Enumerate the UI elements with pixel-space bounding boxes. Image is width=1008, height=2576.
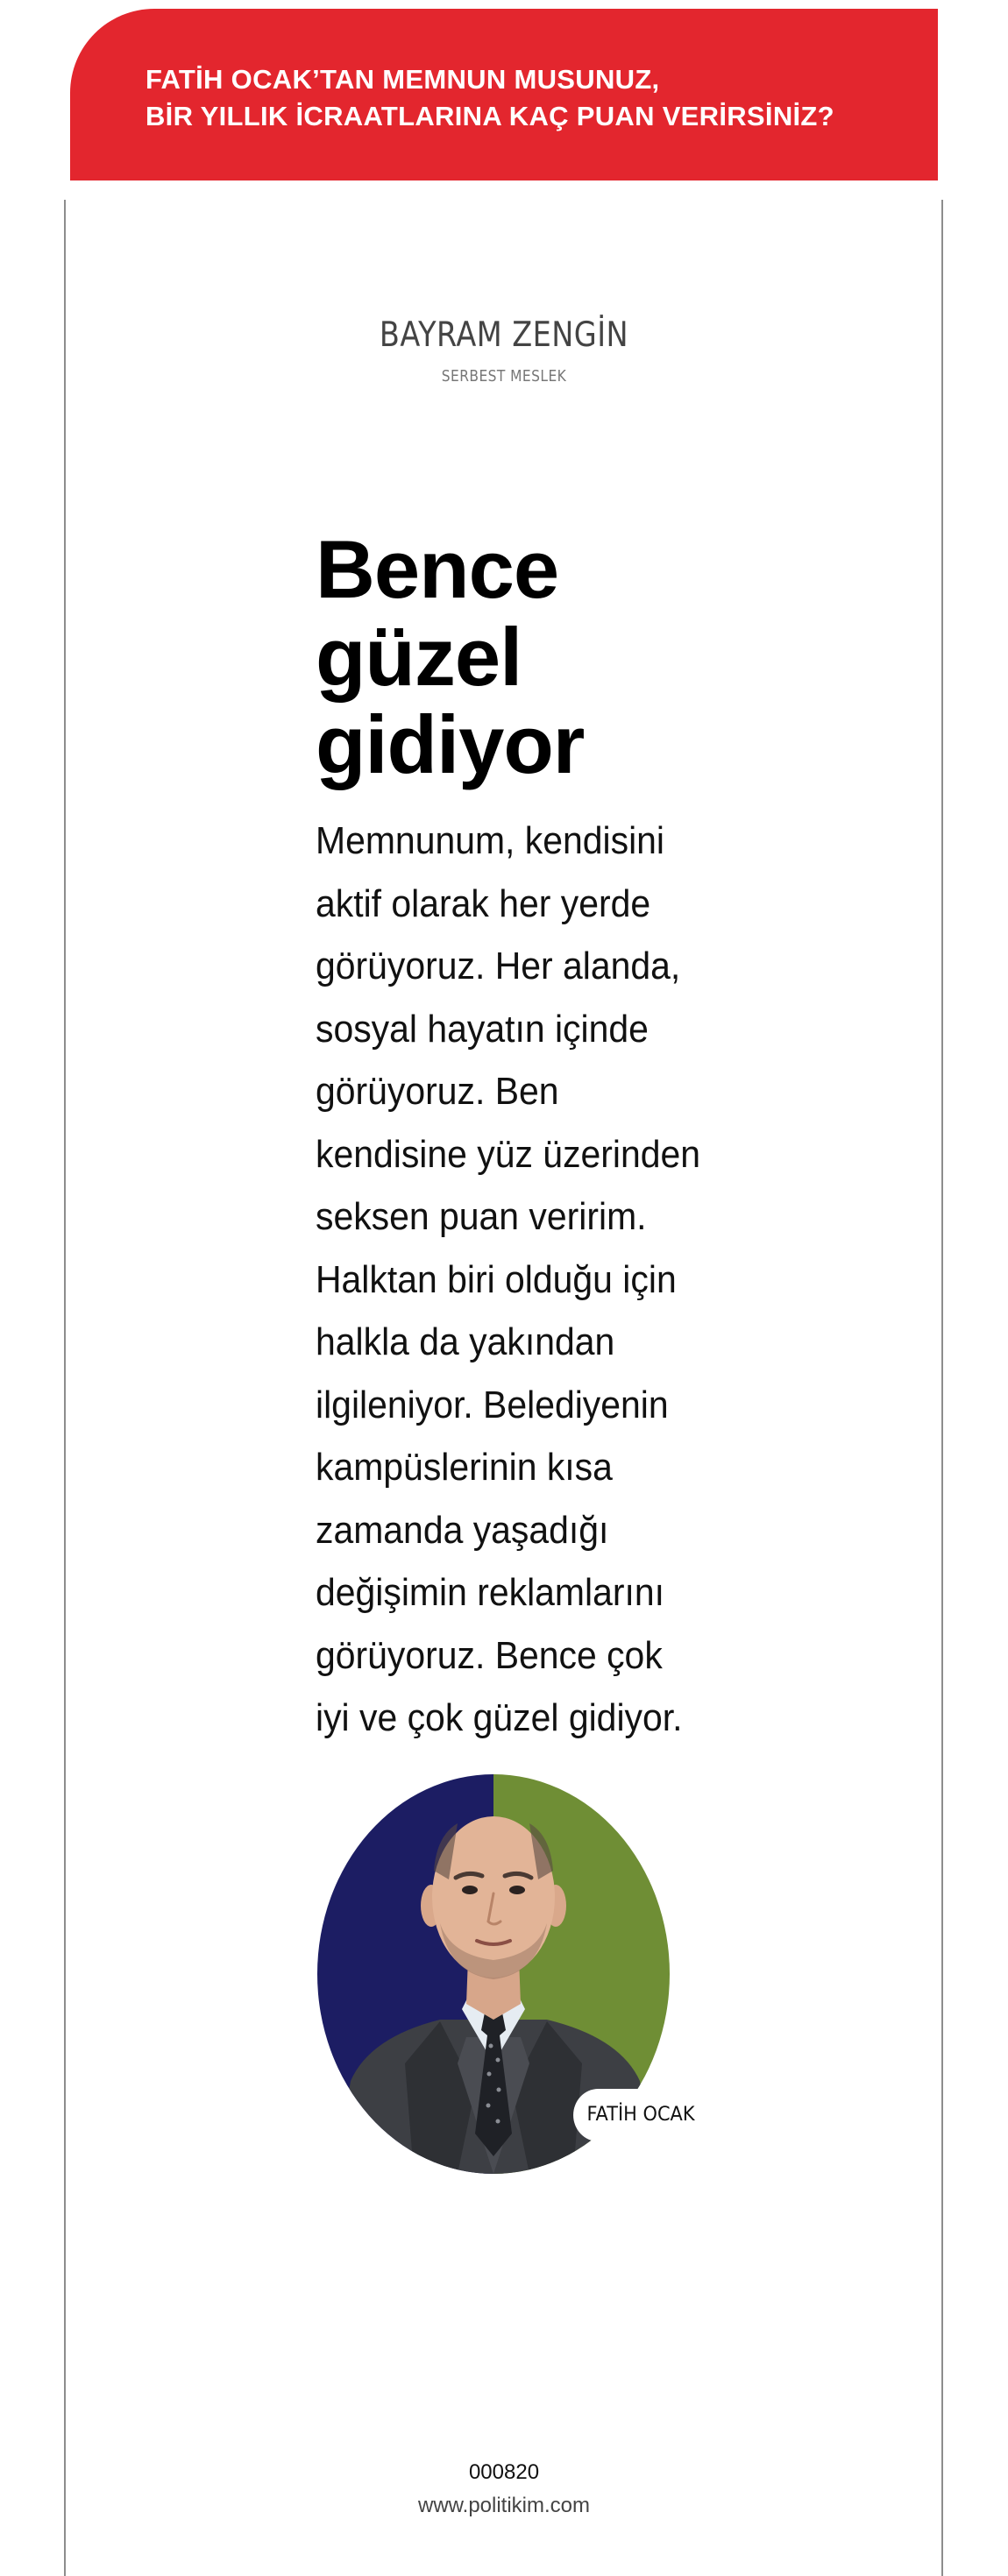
footer-code: 000820 [468, 2460, 540, 2484]
body-line: sosyal hayatın içinde [316, 1007, 649, 1051]
body-line: değişimin reklamlarını [316, 1571, 664, 1614]
body-line: halkla da yakından [316, 1320, 615, 1363]
body-line: görüyoruz. Bence çok [316, 1633, 663, 1677]
body-line: zamanda yaşadığı [316, 1508, 609, 1552]
headline-line: gidiyor [316, 698, 585, 790]
body-line: seksen puan veririm. [316, 1195, 647, 1238]
body-line: Halktan biri olduğu için [316, 1257, 677, 1301]
body-line: kampüslerinin kısa [316, 1446, 613, 1489]
headline [316, 523, 771, 790]
footer-website-link[interactable]: www.politikim.com [417, 2494, 591, 2517]
body-line: görüyoruz. Ben [316, 1070, 559, 1113]
frame-left-line [64, 200, 66, 2576]
headline-line: Bence [316, 523, 559, 615]
question-line-1: FATİH OCAK’TAN MEMNUN MUSUNUZ, [146, 64, 660, 95]
respondent-occupation: SERBEST MESLEK [441, 367, 567, 386]
body-line: kendisine yüz üzerinden [316, 1132, 701, 1176]
body-line: aktif olarak her yerde [316, 881, 651, 925]
question-line-2: BİR YILLIK İCRAATLARINA KAÇ PUAN VERİRSİNİZ? [146, 101, 834, 131]
question-banner [70, 9, 938, 180]
body-line: iyi ve çok güzel gidiyor. [316, 1696, 683, 1739]
headline-line: güzel [316, 611, 522, 703]
photo-caption: FATİH OCAK [573, 2089, 708, 2141]
body-line: Memnunum, kendisini [316, 819, 665, 862]
frame-right-line [941, 200, 943, 2576]
body-line: ilgileniyor. Belediyenin [316, 1383, 669, 1426]
body-line: görüyoruz. Her alanda, [316, 945, 681, 987]
article-body [316, 810, 806, 1750]
respondent-name: BAYRAM ZENGİN [379, 315, 629, 355]
